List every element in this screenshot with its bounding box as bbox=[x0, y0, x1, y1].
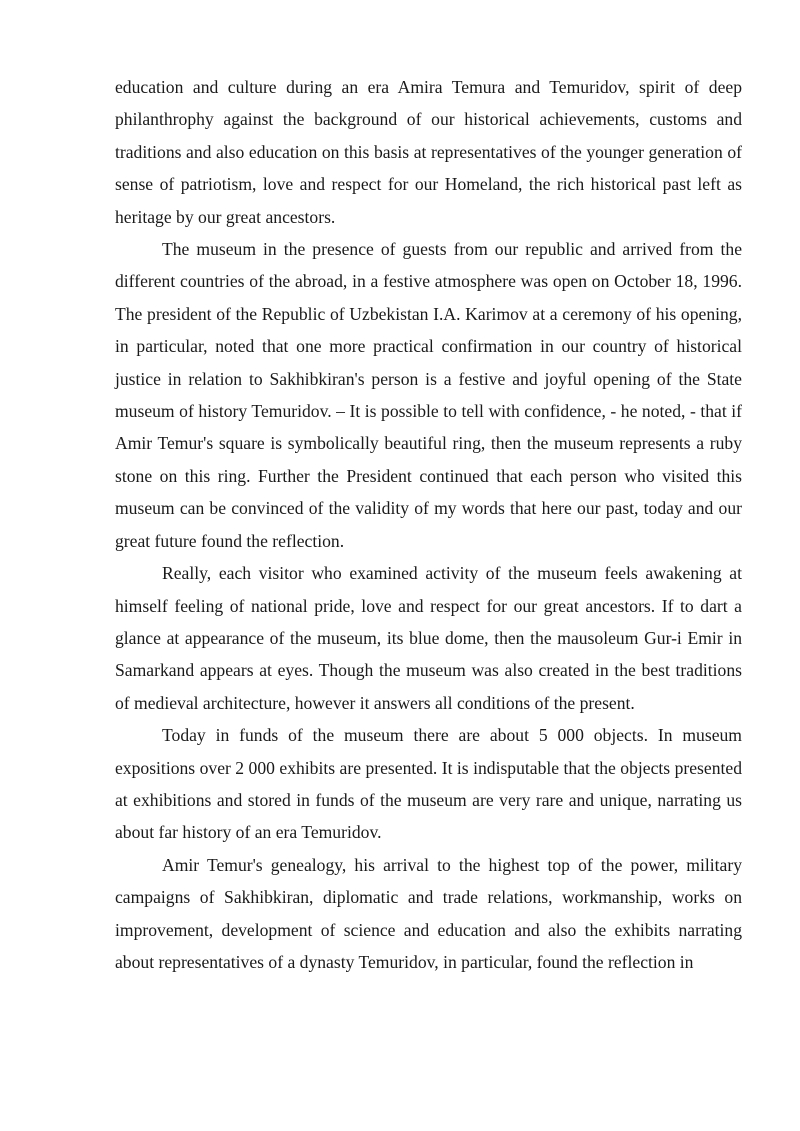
paragraph-visitor-impressions: Really, each visitor who examined activity of the museum feels awakening at himself feeling of national pride, love and respect for our great ancestors. If to dart a glance at appearance of the museum, its blue dome, then the mausoleum Gur-i Emir in Samarkand appears at eyes. Though the museum was also created in the best traditions of medieval architecture, however it answers all conditions of the present. bbox=[115, 563, 742, 713]
paragraph-museum-opening: The museum in the presence of guests from our republic and arrived from the different countries of the abroad, in a festive atmosphere was open on October 18, 1996. The president of the Republic of Uzbekistan I.A. Karimov at a ceremony of his opening, in particular, noted that one more practical confirmation in our country of historical justice in relation to Sakhibkiran's person is a festive and joyful opening of the State museum of history Temuridov. – It is possible to tell with confidence, - he noted, - that if Amir Temur's square is symbolically beautiful ring, then the museum represents a ruby stone on this ring. Further the President continued that each person who visited this museum can be convinced of the validity of my words that here our past, today and our great future found the reflection. bbox=[115, 239, 742, 551]
body-text bbox=[115, 71, 742, 978]
paragraph-continuation: education and culture during an era Amira Temura and Temuridov, spirit of deep philanthrophy against the background of our historical achievements, customs and traditions and also education on this basis at representatives of the younger generation of sense of patriotism, love and respect for our Homeland, the rich historical past left as heritage by our great ancestors. bbox=[115, 77, 742, 227]
paragraph-exhibits: Amir Temur's genealogy, his arrival to the highest top of the power, military campaigns of Sakhibkiran, diplomatic and trade relations, workmanship, works on improvement, development of science and education and also the exhibits narrating about representatives of a dynasty Temuridov, in particular, found the reflection in bbox=[115, 854, 742, 972]
paragraph-museum-funds: Today in funds of the museum there are about 5 000 objects. In museum expositions over 2 000 exhibits are presented. It is indisputable that the objects presented at exhibitions and stored in funds of the museum are very rare and unique, narrating us about far history of an era Temuridov. bbox=[115, 725, 742, 843]
